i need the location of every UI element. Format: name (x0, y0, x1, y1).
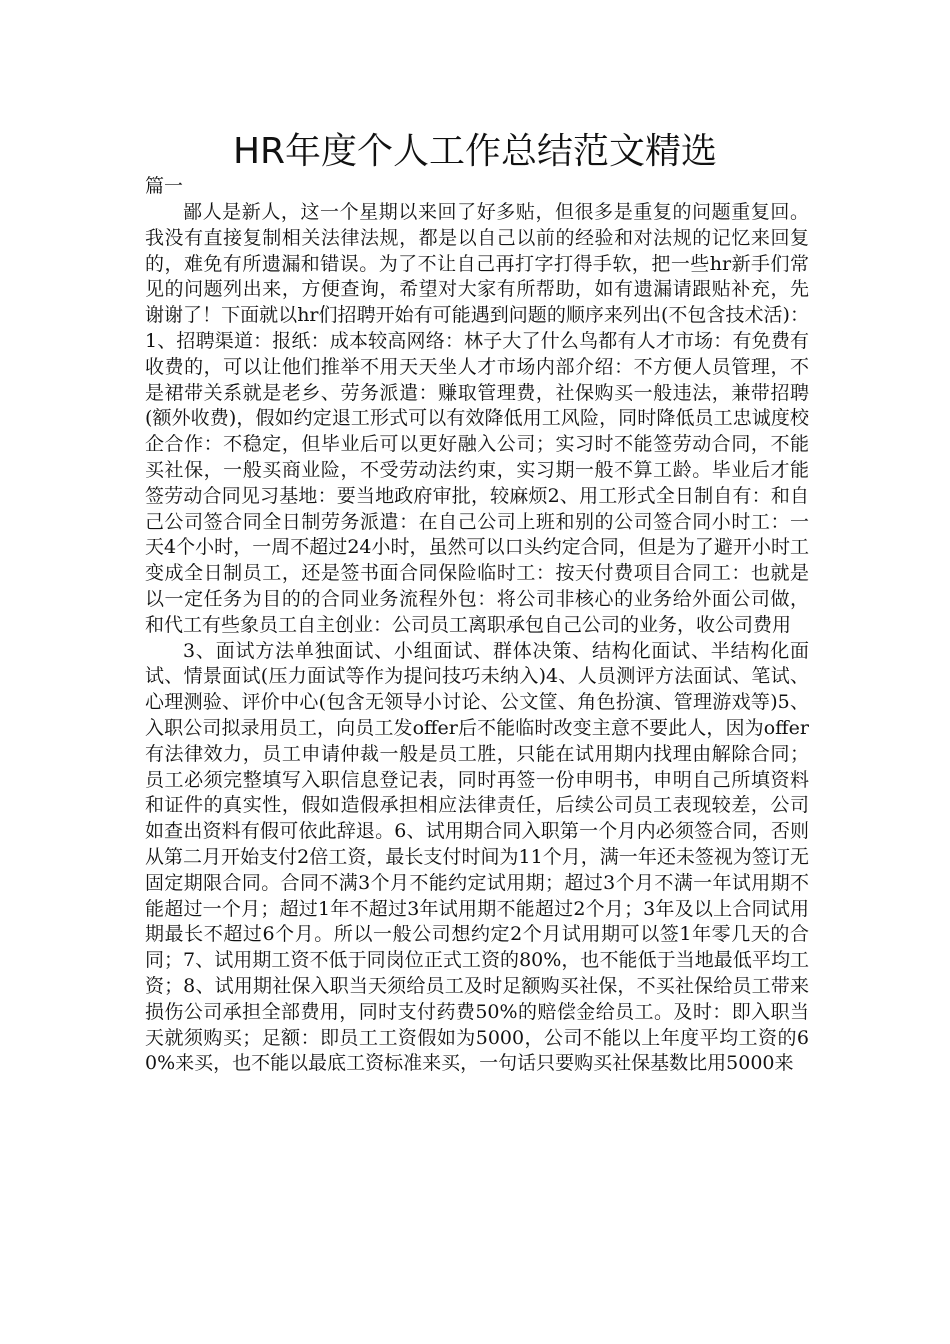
document-title: HR年度个人工作总结范文精选 (232, 131, 718, 172)
paragraph: 3、面试方法单独面试、小组面试、群体决策、结构化面试、半结构化面试、情景面试(压力面试等作为提问技巧未纳入)4、人员测评方法面试、笔试、心理测验、评价中心(包含无领导小讨论、公文筐、角色扮演、管理游戏等)5、入职公司拟录用员工，向员工发offer后不能临时改变主意不要此人，因为offer有法律效力，员工申请仲裁一般是员工胜，只能在试用期内找理由解除合同；员工必须完整填写入职信息登记表，同时再签一份申明书，申明自己所填资料和证件的真实性，假如造假承担相应法律责任，后续公司员工表现较差，公司如查出资料有假可依此辞退。6、试用期合同入职第一个月内必须签合同，否则从第二月开始支付2倍工资，最长支付时间为11个月，满一年还未签视为签订无固定期限合同。合同不满3个月不能约定试用期；超过3个月不满一年试用期不能超过一个月；超过1年不超过3年试用期不能超过2个月；3年及以上合同试用期最长不超过6个月。所以一般公司想约定2个月试用期可以签1年零几天的合同；7、试用期工资不低于同岗位正式工资的80%，也不能低于当地最低平均工资；8、试用期社保入职当天须给员工及时足额购买社保，不买社保给员工带来损伤公司承担全部费用，同时支付药费50%的赔偿金给员工。及时：即入职当天就须购买；足额：即员工工资假如为5000，公司不能以上年度平均工资的60%来买，也不能以最底工资标准来买，一句话只要购买社保基数比用5000来 (145, 639, 809, 1075)
document-body (145, 200, 809, 1077)
section-label: 篇一 (145, 175, 184, 197)
paragraph: 鄙人是新人，这一个星期以来回了好多贴，但很多是重复的问题重复回。我没有直接复制相关法律法规，都是以自己以前的经验和对法规的记忆来回复的，难免有所遗漏和错误。为了不让自己再打字打得手软，把一些hr新手们常见的问题列出来，方便查询，希望对大家有所帮助，如有遗漏请跟贴补充，先谢谢了！下面就以hr们招聘开始有可能遇到问题的顺序来列出(不包含技术活)：1、招聘渠道：报纸：成本较高网络：林子大了什么鸟都有人才市场：有免费有收费的，可以让他们推举不用天天坐人才市场内部介绍：不方便人员管理，不是裙带关系就是老乡、劳务派遣：赚取管理费，社保购买一般违法，兼带招聘(额外收费)，假如约定退工形式可以有效降低用工风险，同时降低员工忠诚度校企合作：不稳定，但毕业后可以更好融入公司；实习时不能签劳动合同，不能买社保，一般买商业险，不受劳动法约束，实习期一般不算工龄。毕业后才能签劳动合同见习基地：要当地政府审批，较麻烦2、用工形式全日制自有：和自己公司签合同全日制劳务派遣：在自己公司上班和别的公司签合同小时工：一天4个小时，一周不超过24小时，虽然可以口头约定合同，但是为了避开小时工变成全日制员工，还是签书面合同保险临时工：按天付费项目合同工：也就是以一定任务为目的的合同业务流程外包：将公司非核心的业务给外面公司做，和代工有些象员工自主创业：公司员工离职承包自己公司的业务，收公司费用 (145, 201, 809, 636)
